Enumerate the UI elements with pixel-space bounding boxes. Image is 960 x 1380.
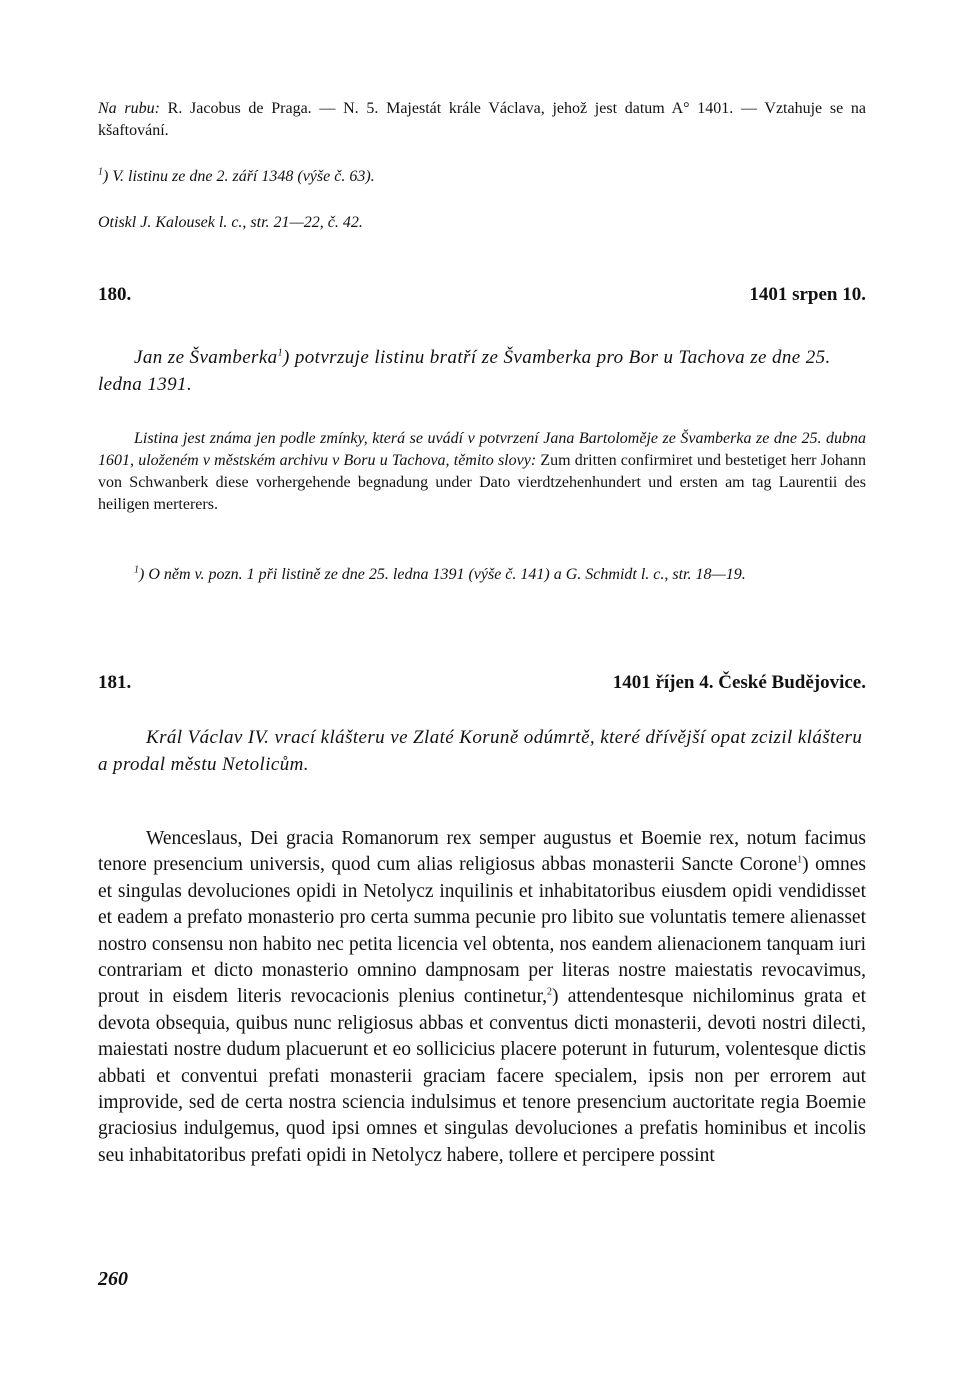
- entry-date: 1401 srpen 10.: [749, 284, 866, 305]
- note-quote: Zum dritten confirmiret und bestetiget herr Johann von Schwanberk diese vorhergehende begnadung under Dato vierdtzehenhundert und ersten am tag Laurentii des heiligen merterers.: [98, 452, 866, 513]
- regest-text-part: ) potvrzuje listinu bratří ze Švamberka pro Bor u Tachova ze dne 25. ledna 1391.: [98, 347, 831, 395]
- text-part: ) attendentesque nichilominus grata et devota obsequia, quibus nunc religiosus abbas et conventus dicti monasterii, devoti nostri dilecti, maiestati nostre dudum placuerunt et eo sollicicius placere poterunt in futurum, volentesque dictis abbati et conventui prefati monasterii graciam facere specialem, ipsis non per errorem aut improvide, sed de certa nostra sciencia indulsimus et tenore presencium auctoritate regia Boemie graciosius indulgemus, quod ipsi omnes et singulas devoluciones a prefatis hominibus et incolis seu inhabitatoribus prefati opidi in Netolycz habere, tollere et percipere possint: [98, 986, 866, 1166]
- page-number: 260: [98, 1268, 128, 1290]
- entry-number: 180.: [98, 284, 132, 305]
- text-part: Wenceslaus, Dei gracia Romanorum rex semper augustus et Boemie rex, notum facimus tenore presencium universis, quod cum alias religiosus abbas monasterii Sancte Corone: [98, 828, 866, 876]
- entry-180-note: [98, 428, 866, 516]
- entry-number: 181.: [98, 672, 132, 693]
- dorsal-note-text: R. Jacobus de Praga. — N. 5. Majestát krále Václava, jehož jest datum A° 1401. — Vztahuje se na kšaftování.: [98, 100, 867, 139]
- footnote-mark: 2: [547, 986, 553, 998]
- text-part: ) omnes et singulas devoluciones opidi in Netolycz inquilinis et inhabitatoribus eiusdem opidi vendidisset et eadem a prefato monasterio pro certa summa pecunie pro libito sue voluntatis temere alienasset nostro consensu non habito nec petita licencia vel obtenta, nos eandem alienacionem tanquam iuri contrariam et dicto monasterio omnino dampnosam per literas nostre maiestatis revocavimus, prout in eisdem literis revocacionis plenius continetur,: [98, 854, 866, 1008]
- note-italic: Listina jest známa jen podle zmínky, která se uvádí v potvrzení Jana Bartoloměje ze Švamberka ze dne 25. dubna 1601, uloženém v městském archivu v Boru u Tachova, těmito slovy:: [98, 430, 866, 469]
- entry-181-heading: [98, 672, 866, 698]
- footnote-mark: 1: [797, 854, 803, 866]
- footnote-mark: 1: [98, 166, 103, 178]
- footnote-text: ) O něm v. pozn. 1 při listině ze dne 25. ledna 1391 (výše č. 141) a G. Schmidt l. c., str. 18—19.: [139, 566, 746, 583]
- entry-date: 1401 říjen 4. České Budějovice.: [612, 672, 866, 693]
- dorsal-note: [98, 98, 866, 142]
- print-reference: Otiskl J. Kalousek l. c., str. 21—22, č. 42.: [98, 214, 363, 231]
- footnote-text: ) V. listinu ze dne 2. září 1348 (výše č. 63).: [103, 168, 375, 185]
- previous-footnote: [98, 166, 866, 188]
- entry-181-text: [98, 826, 866, 1169]
- regest-footnote-mark: 1: [277, 347, 283, 359]
- entry-180-heading: [98, 284, 866, 310]
- entry-181-regest: Král Václav IV. vrací klášteru ve Zlaté Koruně odúmrtě, které dřívější opat zcizil klášteru a prodal městu Netolicům.: [98, 727, 863, 775]
- entry-180-regest: [98, 344, 866, 398]
- entry-180-footnote: [98, 564, 866, 586]
- footnote-mark: 1: [134, 564, 139, 576]
- regest-text-part: Jan ze Švamberka: [134, 347, 278, 368]
- dorsal-note-label: Na rubu:: [98, 100, 160, 117]
